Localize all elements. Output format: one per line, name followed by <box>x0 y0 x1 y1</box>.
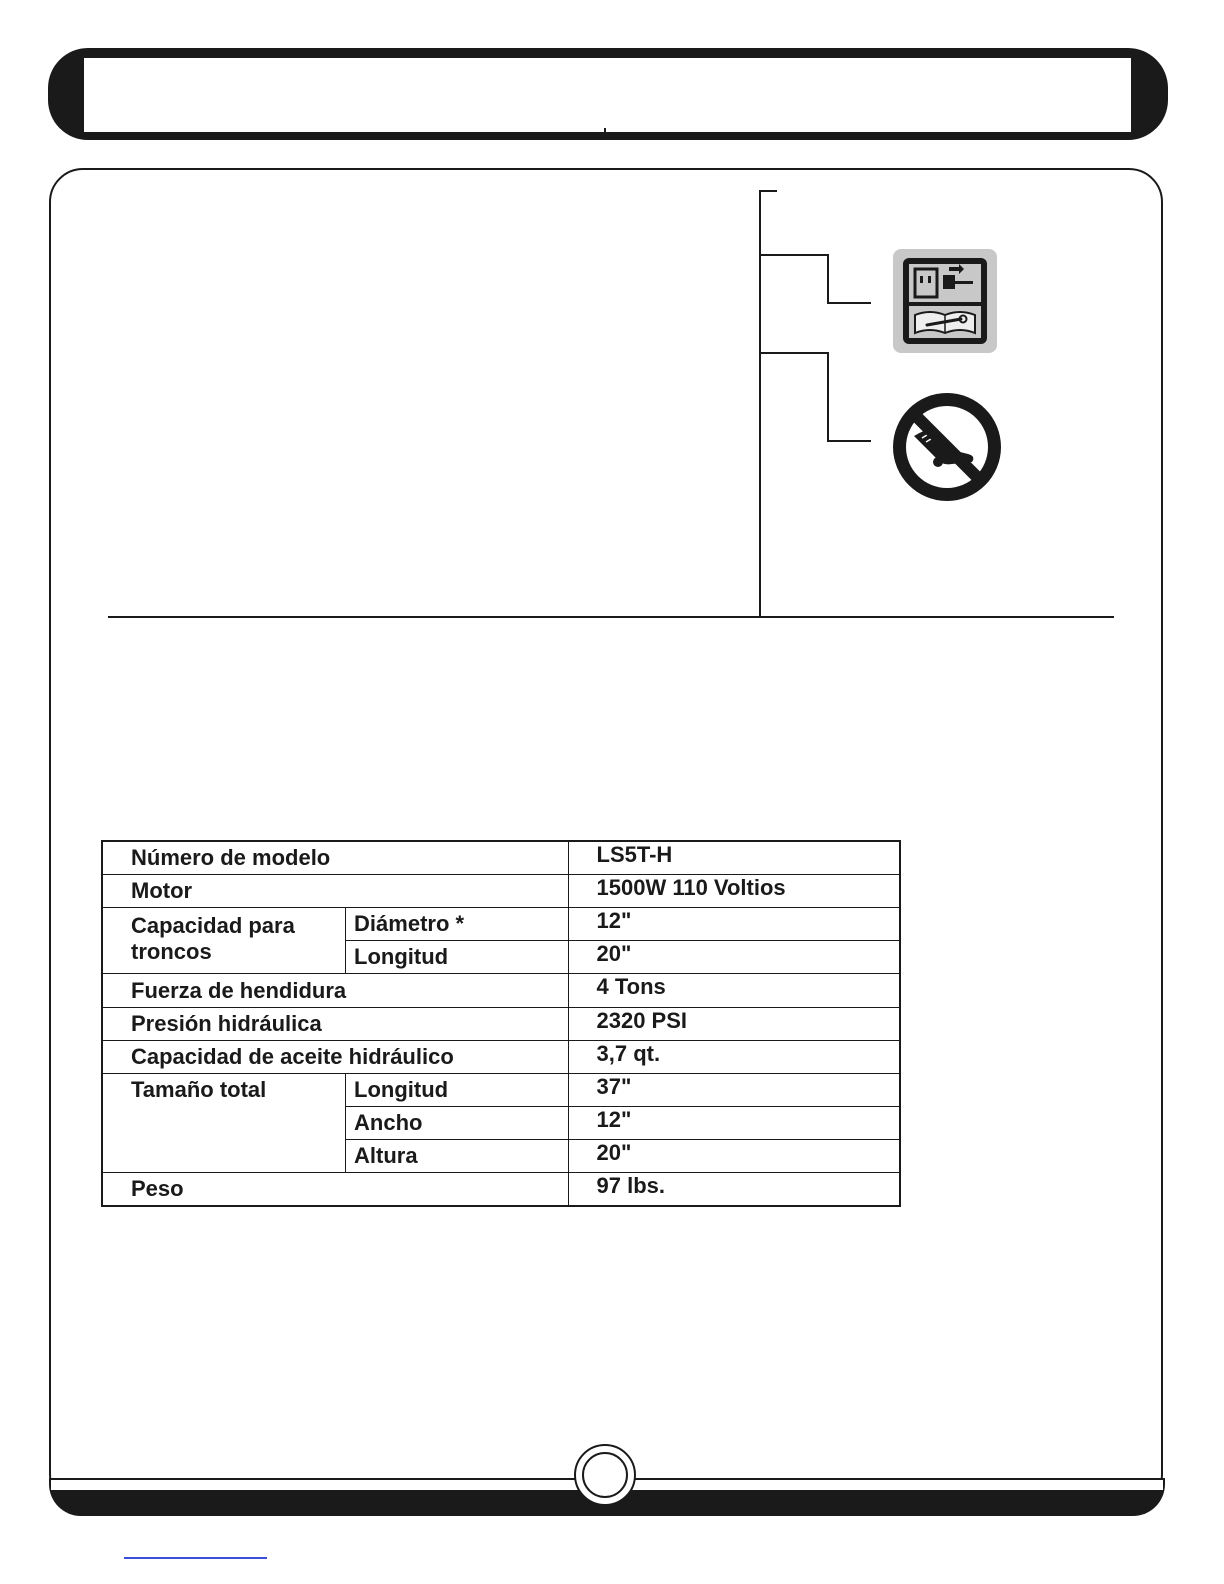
icon-connector-line <box>827 440 871 442</box>
content-frame <box>49 168 1163 1508</box>
spec-label: Número de modelo <box>102 841 568 875</box>
icon-connector-line <box>827 254 829 304</box>
spec-value: 20" <box>568 941 900 974</box>
section-divider <box>108 616 1114 618</box>
spec-sublabel: Ancho <box>346 1107 568 1140</box>
spec-sublabel: Diámetro * <box>346 908 568 941</box>
spec-label: Presión hidráulica <box>102 1008 568 1041</box>
link-underline[interactable] <box>124 1557 267 1559</box>
spec-value: LS5T-H <box>568 841 900 875</box>
table-row <box>102 1041 900 1074</box>
spec-sublabel: Longitud <box>346 941 568 974</box>
table-row <box>102 1008 900 1041</box>
spec-value: 97 lbs. <box>568 1173 900 1207</box>
spec-label: Capacidad para troncos <box>102 908 346 974</box>
spec-value: 12" <box>568 908 900 941</box>
page-number-badge-inner <box>582 1452 628 1498</box>
header-title-area <box>84 56 1131 134</box>
table-row <box>102 1173 900 1207</box>
icon-connector-line <box>827 302 871 304</box>
specifications-table <box>101 840 901 1207</box>
warning-bracket-top <box>759 190 777 192</box>
table-row <box>102 974 900 1008</box>
spec-label: Motor <box>102 875 568 908</box>
read-manual-unplug-icon <box>893 249 997 353</box>
spec-label: Peso <box>102 1173 568 1207</box>
spec-value: 2320 PSI <box>568 1008 900 1041</box>
spec-value: 37" <box>568 1074 900 1107</box>
spec-label: Fuerza de hendidura <box>102 974 568 1008</box>
table-row <box>102 1074 900 1107</box>
table-row <box>102 875 900 908</box>
spec-value: 1500W 110 Voltios <box>568 875 900 908</box>
icon-connector-line <box>827 352 829 442</box>
table-row <box>102 841 900 875</box>
spec-value: 20" <box>568 1140 900 1173</box>
spec-value: 4 Tons <box>568 974 900 1008</box>
icon-connector-line <box>759 352 829 354</box>
icon-connector-line <box>759 254 829 256</box>
table-row <box>102 908 900 941</box>
spec-sublabel: Altura <box>346 1140 568 1173</box>
spec-value: 12" <box>568 1107 900 1140</box>
header-divider-tick <box>604 128 606 138</box>
spec-label: Capacidad de aceite hidráulico <box>102 1041 568 1074</box>
header-divider-tick <box>604 48 606 58</box>
no-hands-prohibition-icon <box>892 392 1002 502</box>
spec-label: Tamaño total <box>102 1074 346 1173</box>
spec-value: 3,7 qt. <box>568 1041 900 1074</box>
spec-sublabel: Longitud <box>346 1074 568 1107</box>
